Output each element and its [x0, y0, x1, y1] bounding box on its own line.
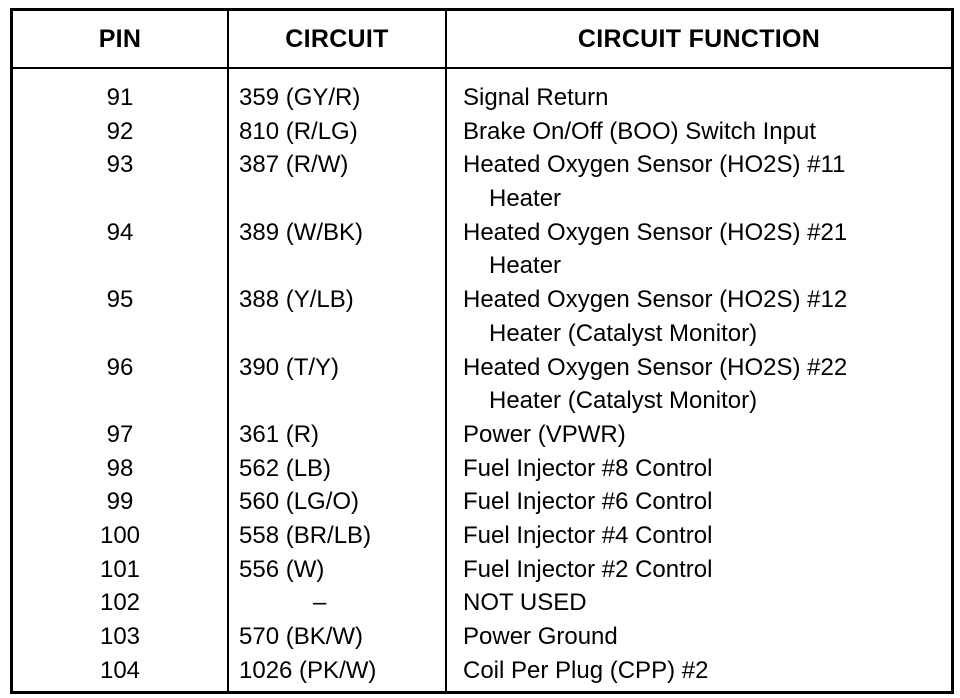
function-cell [463, 553, 712, 587]
function-cell [463, 148, 845, 215]
circuit-text: 562 (LB) [239, 454, 332, 482]
function-cell [463, 418, 626, 452]
header-circuit: CIRCUIT [285, 24, 389, 53]
pin-cell: 99 [106, 488, 134, 516]
pin-cell: 97 [106, 420, 134, 448]
pin-cell: 103 [99, 623, 141, 651]
table-row [13, 620, 951, 654]
circuit-text: 810 (R/LG) [239, 117, 358, 145]
circuit-text: 558 (BR/LB) [239, 522, 372, 549]
circuit-text: 361 (R) [239, 420, 320, 448]
circuit-text: 388 (Y/LB) [239, 286, 354, 314]
circuit-text: 570 (BK/W) [239, 623, 364, 651]
circuit-text: 390 (T/Y) [239, 353, 340, 381]
function-cell [463, 620, 618, 654]
pin-cell: 96 [106, 353, 134, 381]
circuit-cell [239, 418, 319, 452]
table-row [13, 519, 951, 553]
circuit-cell [239, 283, 354, 317]
function-cell [463, 485, 712, 519]
circuit-text: 556 (W) [239, 555, 325, 583]
function-text: NOT USED [463, 589, 587, 617]
table-row [13, 115, 951, 149]
table-row [13, 586, 951, 620]
pin-cell: 93 [106, 151, 134, 179]
circuit-cell [239, 452, 331, 486]
function-text: Fuel Injector #6 Control [463, 488, 713, 516]
table-row [13, 216, 951, 283]
table-row [13, 81, 951, 115]
header-divider [13, 67, 951, 69]
pin-cell: 94 [106, 218, 134, 246]
circuit-cell [239, 654, 376, 688]
circuit-cell [239, 216, 363, 250]
table-row [13, 283, 951, 350]
circuit-text: 1026 (PK/W) [239, 656, 377, 684]
pin-cell: 92 [106, 117, 134, 145]
function-text: Heated Oxygen Sensor (HO2S) #11 [463, 151, 846, 179]
function-text: Heater [489, 185, 562, 213]
function-text: Heater (Catalyst Monitor) [489, 319, 758, 347]
pin-cell: 101 [99, 555, 141, 583]
circuit-cell [239, 485, 359, 519]
function-cell [463, 586, 587, 620]
function-text: Power Ground [463, 623, 618, 651]
function-cell [463, 81, 608, 115]
pin-cell: 102 [99, 589, 141, 617]
circuit-text: 389 (W/BK) [239, 218, 364, 246]
function-text: Coil Per Plug (CPP) #2 [463, 656, 709, 684]
pin-cell: 98 [106, 454, 134, 482]
header-pin: PIN [98, 24, 142, 53]
function-text: Heater (Catalyst Monitor) [489, 387, 758, 415]
circuit-cell [239, 519, 371, 553]
function-text: Power (VPWR) [463, 420, 626, 448]
function-cell [463, 351, 847, 418]
function-cell [463, 519, 712, 553]
function-text: Signal Return [463, 84, 609, 111]
function-text: Heated Oxygen Sensor (HO2S) #12 [463, 286, 848, 314]
circuit-cell [239, 586, 326, 620]
pin-cell: 95 [106, 286, 134, 314]
circuit-cell [239, 553, 324, 587]
circuit-text: – [313, 589, 327, 617]
function-text: Brake On/Off (BOO) Switch Input [463, 117, 817, 145]
pin-cell: 100 [99, 522, 141, 549]
table-row [13, 553, 951, 587]
table-body [13, 81, 951, 687]
circuit-cell [239, 351, 339, 385]
circuit-text: 359 (GY/R) [239, 84, 361, 111]
circuit-cell [239, 620, 363, 654]
function-text: Fuel Injector #4 Control [463, 522, 713, 549]
table-row [13, 654, 951, 688]
circuit-text: 560 (LG/O) [239, 488, 360, 516]
header-circuit-function: CIRCUIT FUNCTION [577, 24, 821, 53]
function-cell [463, 452, 712, 486]
function-cell [463, 216, 847, 283]
function-text: Heater [489, 252, 562, 280]
function-text: Heated Oxygen Sensor (HO2S) #22 [463, 353, 848, 381]
circuit-cell [239, 148, 348, 182]
circuit-cell [239, 81, 360, 115]
pin-table [10, 8, 954, 694]
table-row [13, 418, 951, 452]
table-row [13, 351, 951, 418]
circuit-cell [239, 115, 358, 149]
function-text: Heated Oxygen Sensor (HO2S) #21 [463, 218, 848, 246]
function-cell [463, 115, 816, 149]
table-row [13, 452, 951, 486]
function-cell [463, 654, 708, 688]
table-row [13, 148, 951, 215]
function-cell [463, 283, 847, 350]
function-text: Fuel Injector #2 Control [463, 555, 713, 583]
pin-cell: 91 [106, 84, 134, 111]
function-text: Fuel Injector #8 Control [463, 454, 713, 482]
circuit-text: 387 (R/W) [239, 151, 349, 179]
table-row [13, 485, 951, 519]
pin-cell: 104 [99, 656, 141, 684]
